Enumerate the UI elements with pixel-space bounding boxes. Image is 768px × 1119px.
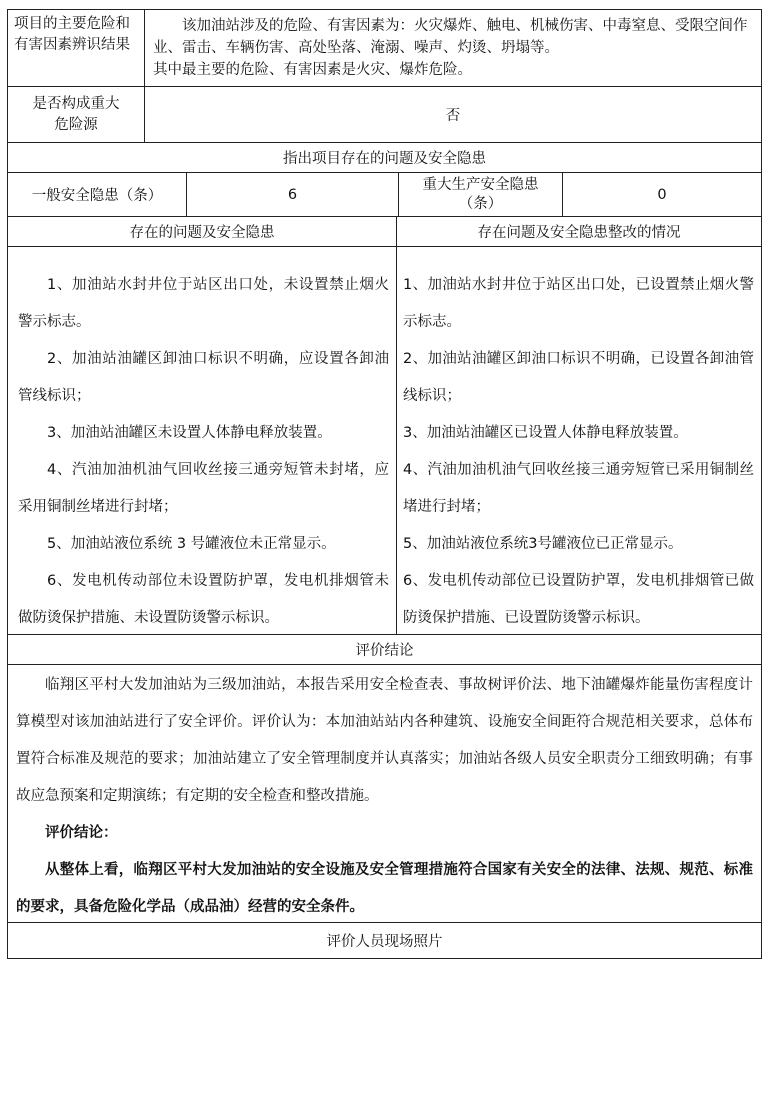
- hazard-count-row: [8, 172, 761, 216]
- fix-item: 2、加油站油罐区卸油口标识不明确，已设置各卸油管线标识；: [403, 351, 754, 404]
- conclusion-row: [8, 664, 761, 922]
- major-hazard-value: 否: [144, 87, 761, 142]
- conclusion-heading: 评价结论：: [45, 825, 118, 841]
- issue-item: 5、加油站液位系统 3 号罐液位未正常显示。: [47, 536, 336, 552]
- photos-section-row: [8, 922, 761, 958]
- conclusion-body: [8, 665, 761, 922]
- evaluation-table: [7, 9, 762, 959]
- fix-item: 6、发电机传动部位已设置防护罩，发电机排烟管已做防烫保护措施、已设置防烫警示标识。: [403, 573, 754, 626]
- issue-item: 4、汽油加油机油气回收丝接三通旁短管未封堵，应采用铜制丝堵进行封堵；: [18, 462, 389, 515]
- major-hazard-label: [8, 87, 144, 142]
- major-hazard-count: 0: [562, 173, 761, 216]
- general-hazard-count: 6: [186, 173, 398, 216]
- issue-item: 3、加油站油罐区未设置人体静电释放装置。: [47, 425, 332, 441]
- issues-section-row: [8, 142, 761, 172]
- major-hazard-row: [8, 86, 761, 142]
- issues-fixes-row: [8, 246, 761, 634]
- photos-section-title: 评价人员现场照片: [326, 934, 443, 950]
- risk-factors-value: [144, 10, 761, 86]
- risk-factors-text: 该加油站涉及的危险、有害因素为：火灾爆炸、触电、机械伤害、中毒窒息、受限空间作业、雷击、车辆伤害、高处坠落、淹溺、噪声、灼烫、坍塌等。: [153, 18, 748, 56]
- risk-main-text: 其中最主要的危险、有害因素是火灾、爆炸危险。: [153, 62, 472, 78]
- conclusion-final: 从整体上看，临翔区平村大发加油站的安全设施及安全管理措施符合国家有关安全的法律、法规、规范、标准的要求，具备危险化学品（成品油）经营的安全条件。: [16, 862, 753, 915]
- fixes-list: [396, 247, 761, 634]
- general-hazard-label: 一般安全隐患（条）: [31, 188, 163, 204]
- conclusion-section-title: 评价结论: [355, 643, 414, 659]
- major-hazard-count-label: [398, 173, 562, 216]
- issues-list: [8, 247, 396, 634]
- risk-factors-label: 项目的主要危险和有害因素辨识结果: [14, 16, 130, 53]
- issues-column-header: 存在的问题及安全隐患: [129, 225, 275, 241]
- issues-section-title: 指出项目存在的问题及安全隐患: [283, 151, 486, 167]
- fix-item: 3、加油站油罐区已设置人体静电释放装置。: [403, 425, 688, 441]
- fixes-column-header: 存在问题及安全隐患整改的情况: [396, 217, 761, 246]
- fix-item: 4、汽油加油机油气回收丝接三通旁短管已采用铜制丝堵进行封堵；: [403, 462, 754, 515]
- issue-item: 6、发电机传动部位未设置防护罩，发电机排烟管未做防烫保护措施、未设置防烫警示标识。: [18, 573, 389, 626]
- conclusion-paragraph: 临翔区平村大发加油站为三级加油站，本报告采用安全检查表、事故树评价法、地下油罐爆炸能量伤害程度计算模型对该加油站进行了安全评价。评价认为：本加油站站内各种建筑、设施安全间距符合规范相关要求，总体布置符合标准及规范的要求；加油站建立了安全管理制度并认真落实；加油站各级人员安全职责分工细致明确；有事故应急预案和定期演练；有定期的安全检查和整改措施。: [16, 677, 753, 804]
- fix-item: 5、加油站液位系统3号罐液位已正常显示。: [403, 536, 683, 552]
- risk-factors-row: [8, 10, 761, 86]
- major-hazard-count-label-text: 重大生产安全隐患（条）: [422, 176, 539, 212]
- issue-item: 1、加油站水封井位于站区出口处，未设置禁止烟火警示标志。: [18, 277, 389, 330]
- columns-header-row: [8, 216, 761, 246]
- conclusion-section-row: [8, 634, 761, 664]
- major-hazard-label-text: 是否构成重大危险源: [32, 95, 120, 133]
- issue-item: 2、加油站油罐区卸油口标识不明确，应设置各卸油管线标识；: [18, 351, 389, 404]
- fix-item: 1、加油站水封井位于站区出口处，已设置禁止烟火警示标志。: [403, 277, 754, 330]
